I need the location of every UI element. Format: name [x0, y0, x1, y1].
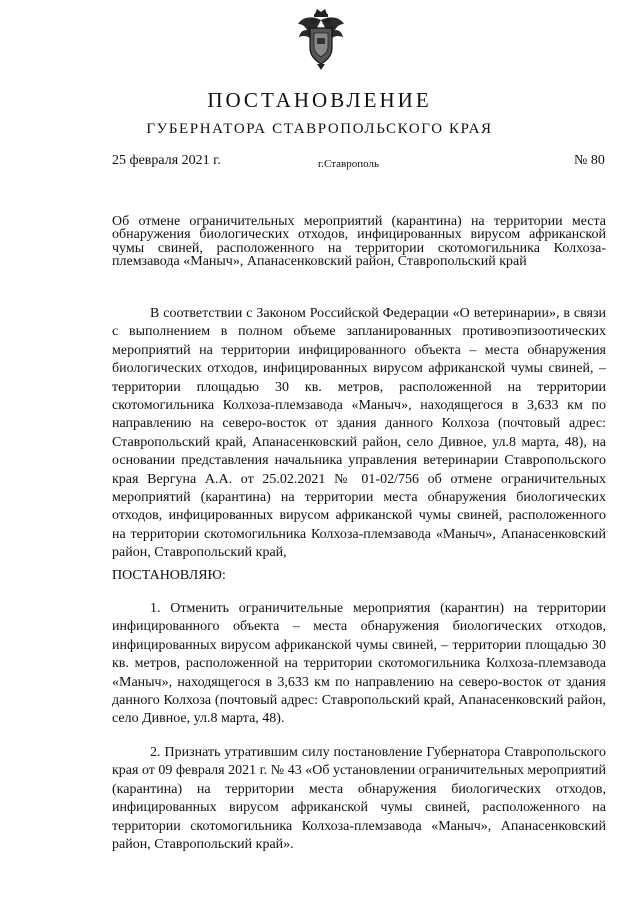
document-subject: Об отмене ограничительных мероприятий (карантина) на территории места обнаружения биологических отходов, инфицированных вирусом африканской чумы свиней, расположенного на территории скотомогильника Колхоза-племзавода «Маныч», Апанасенковский район, Ставропольский край	[112, 214, 606, 270]
decree-item-1: 1. Отменить ограничительные мероприятия (карантин) на территории инфицированного объекта – места обнаружения биологических отходов, инфицированных вирусом африканской чумы свиней, – территории площадью 30 кв. метров, расположенной на территории скотомогильника Колхоза-племзавода «Маныч», находящегося в 3,633 км по направлению на северо-восток от здания данного Колхоза (почтовый адрес: Ставропольский край, Апанасенковский район, село Дивное, ул.8 марта, 48).	[112, 601, 606, 727]
document-date: 25 февраля 2021 г.	[112, 153, 221, 168]
decree-item-2: 2. Признать утратившим силу постановление Губернатора Ставропольского края от 09 февраля 2021 г. № 43 «Об установлении ограничительных мероприятий (карантина) на территории места обнаружения биологических отходов, инфицированных вирусом африканской чумы свиней, расположенного на территории скотомогильника Колхоза-племзавода «Маныч», Апанасенковский район, Ставропольский край».	[112, 745, 606, 853]
preamble-paragraph: В соответствии с Законом Российской Федерации «О ветеринарии», в связи с выполнением в полном объеме запланированных противоэпизоотических мероприятий на территории инфицированного объекта – места обнаружения биологических отходов, инфицированных вирусом африканской чумы свиней, – территории площадью 30 кв. метров, расположенной на территории скотомогильника Колхоза-племзавода «Маныч», находящегося в 3,633 км по направлению на северо-восток от здания данного Колхоза (почтовый адрес: Ставропольский край, Апанасенковский район, село Дивное, ул.8 марта, 48), на основании представления начальника управления ветеринарии Ставропольского края Вергуна А.А. от 25.02.2021 № 01-02/756 об отмене ограничительных мероприятий (карантина) на территории места обнаружения биологических отходов, инфицированных вирусом африканской чумы свиней, расположенного на территории скотомогильника Колхоза-племзавода «Маныч», Апанасенковский район, Ставропольский край,	[112, 306, 606, 561]
document-subtitle: ГУБЕРНАТОРА СТАВРОПОЛЬСКОГО КРАЯ	[146, 121, 493, 137]
document-title: ПОСТАНОВЛЕНИЕ	[207, 88, 432, 112]
decree-heading: ПОСТАНОВЛЯЮ:	[112, 568, 226, 583]
document-number: № 80	[574, 153, 605, 168]
document-city: г.Ставрополь	[318, 158, 379, 170]
coat-of-arms-emblem-icon	[295, 6, 347, 72]
